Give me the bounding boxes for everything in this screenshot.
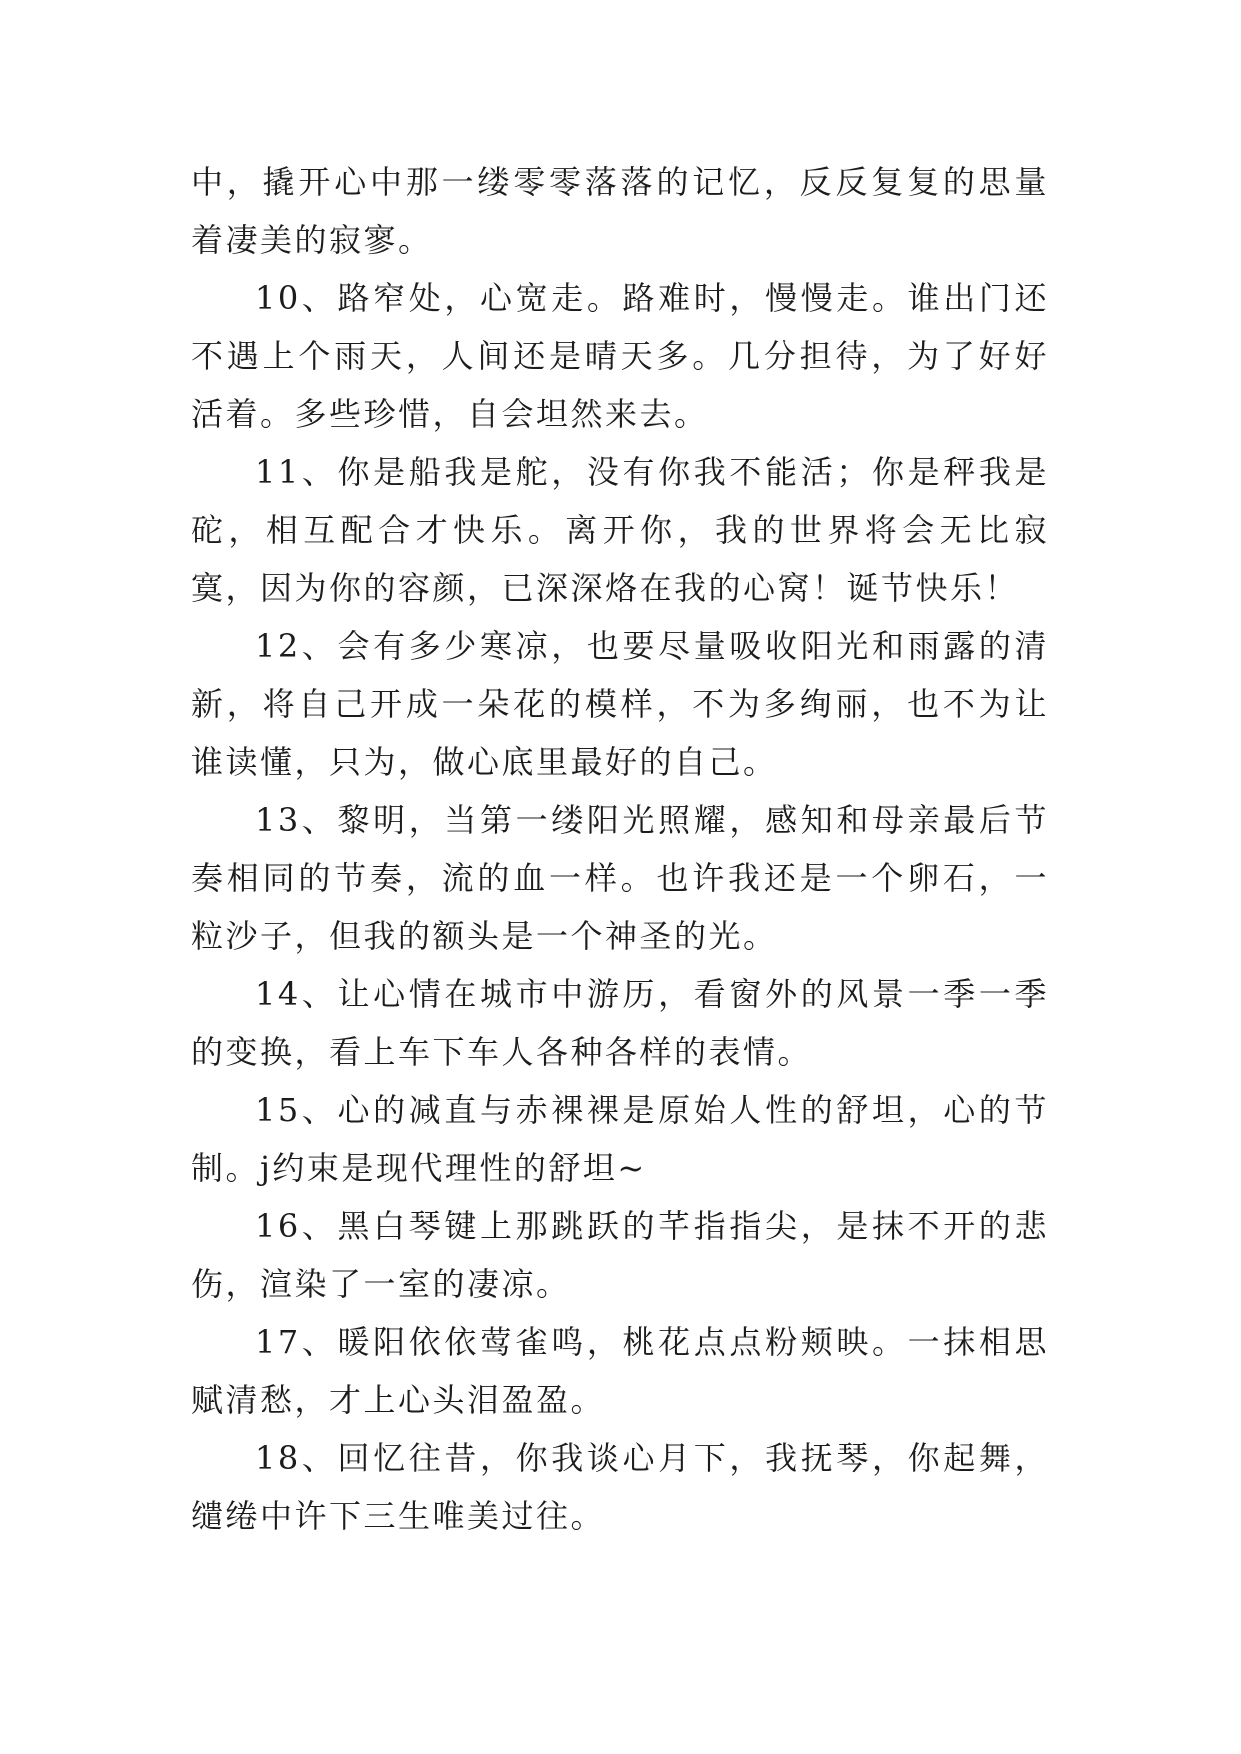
paragraph-11: 11、你是船我是舵，没有你我不能活；你是秤我是砣，相互配合才快乐。离开你，我的世界将会无比寂寞，因为你的容颜，已深深烙在我的心窝！诞节快乐！ [191, 453, 1049, 607]
paragraph-15: 15、心的减直与赤裸裸是原始人性的舒坦，心的节制。j约束是现代理性的舒坦~ [191, 1091, 1049, 1187]
paragraph-10: 10、路窄处，心宽走。路难时，慢慢走。谁出门还不遇上个雨天，人间还是晴天多。几分担待，为了好好活着。多些珍惜，自会坦然来去。 [191, 279, 1049, 433]
paragraph-18: 18、回忆往昔，你我谈心月下，我抚琴，你起舞，缱绻中许下三生唯美过往。 [191, 1439, 1049, 1535]
paragraph-continuation: 中，撬开心中那一缕零零落落的记忆，反反复复的思量着凄美的寂寥。 [191, 163, 1049, 259]
paragraph-13: 13、黎明，当第一缕阳光照耀，感知和母亲最后节奏相同的节奏，流的血一样。也许我还是一个卵石，一粒沙子，但我的额头是一个神圣的光。 [191, 801, 1049, 955]
document-body [191, 153, 1049, 1545]
paragraph-14: 14、让心情在城市中游历，看窗外的风景一季一季的变换，看上车下车人各种各样的表情。 [191, 975, 1049, 1071]
paragraph-12: 12、会有多少寒凉，也要尽量吸收阳光和雨露的清新，将自己开成一朵花的模样，不为多绚丽，也不为让谁读懂，只为，做心底里最好的自己。 [191, 627, 1049, 781]
paragraph-16: 16、黑白琴键上那跳跃的芊指指尖，是抹不开的悲伤，渲染了一室的凄凉。 [191, 1207, 1049, 1303]
paragraph-17: 17、暖阳依依莺雀鸣，桃花点点粉颊映。一抹相思赋清愁，才上心头泪盈盈。 [191, 1323, 1049, 1419]
